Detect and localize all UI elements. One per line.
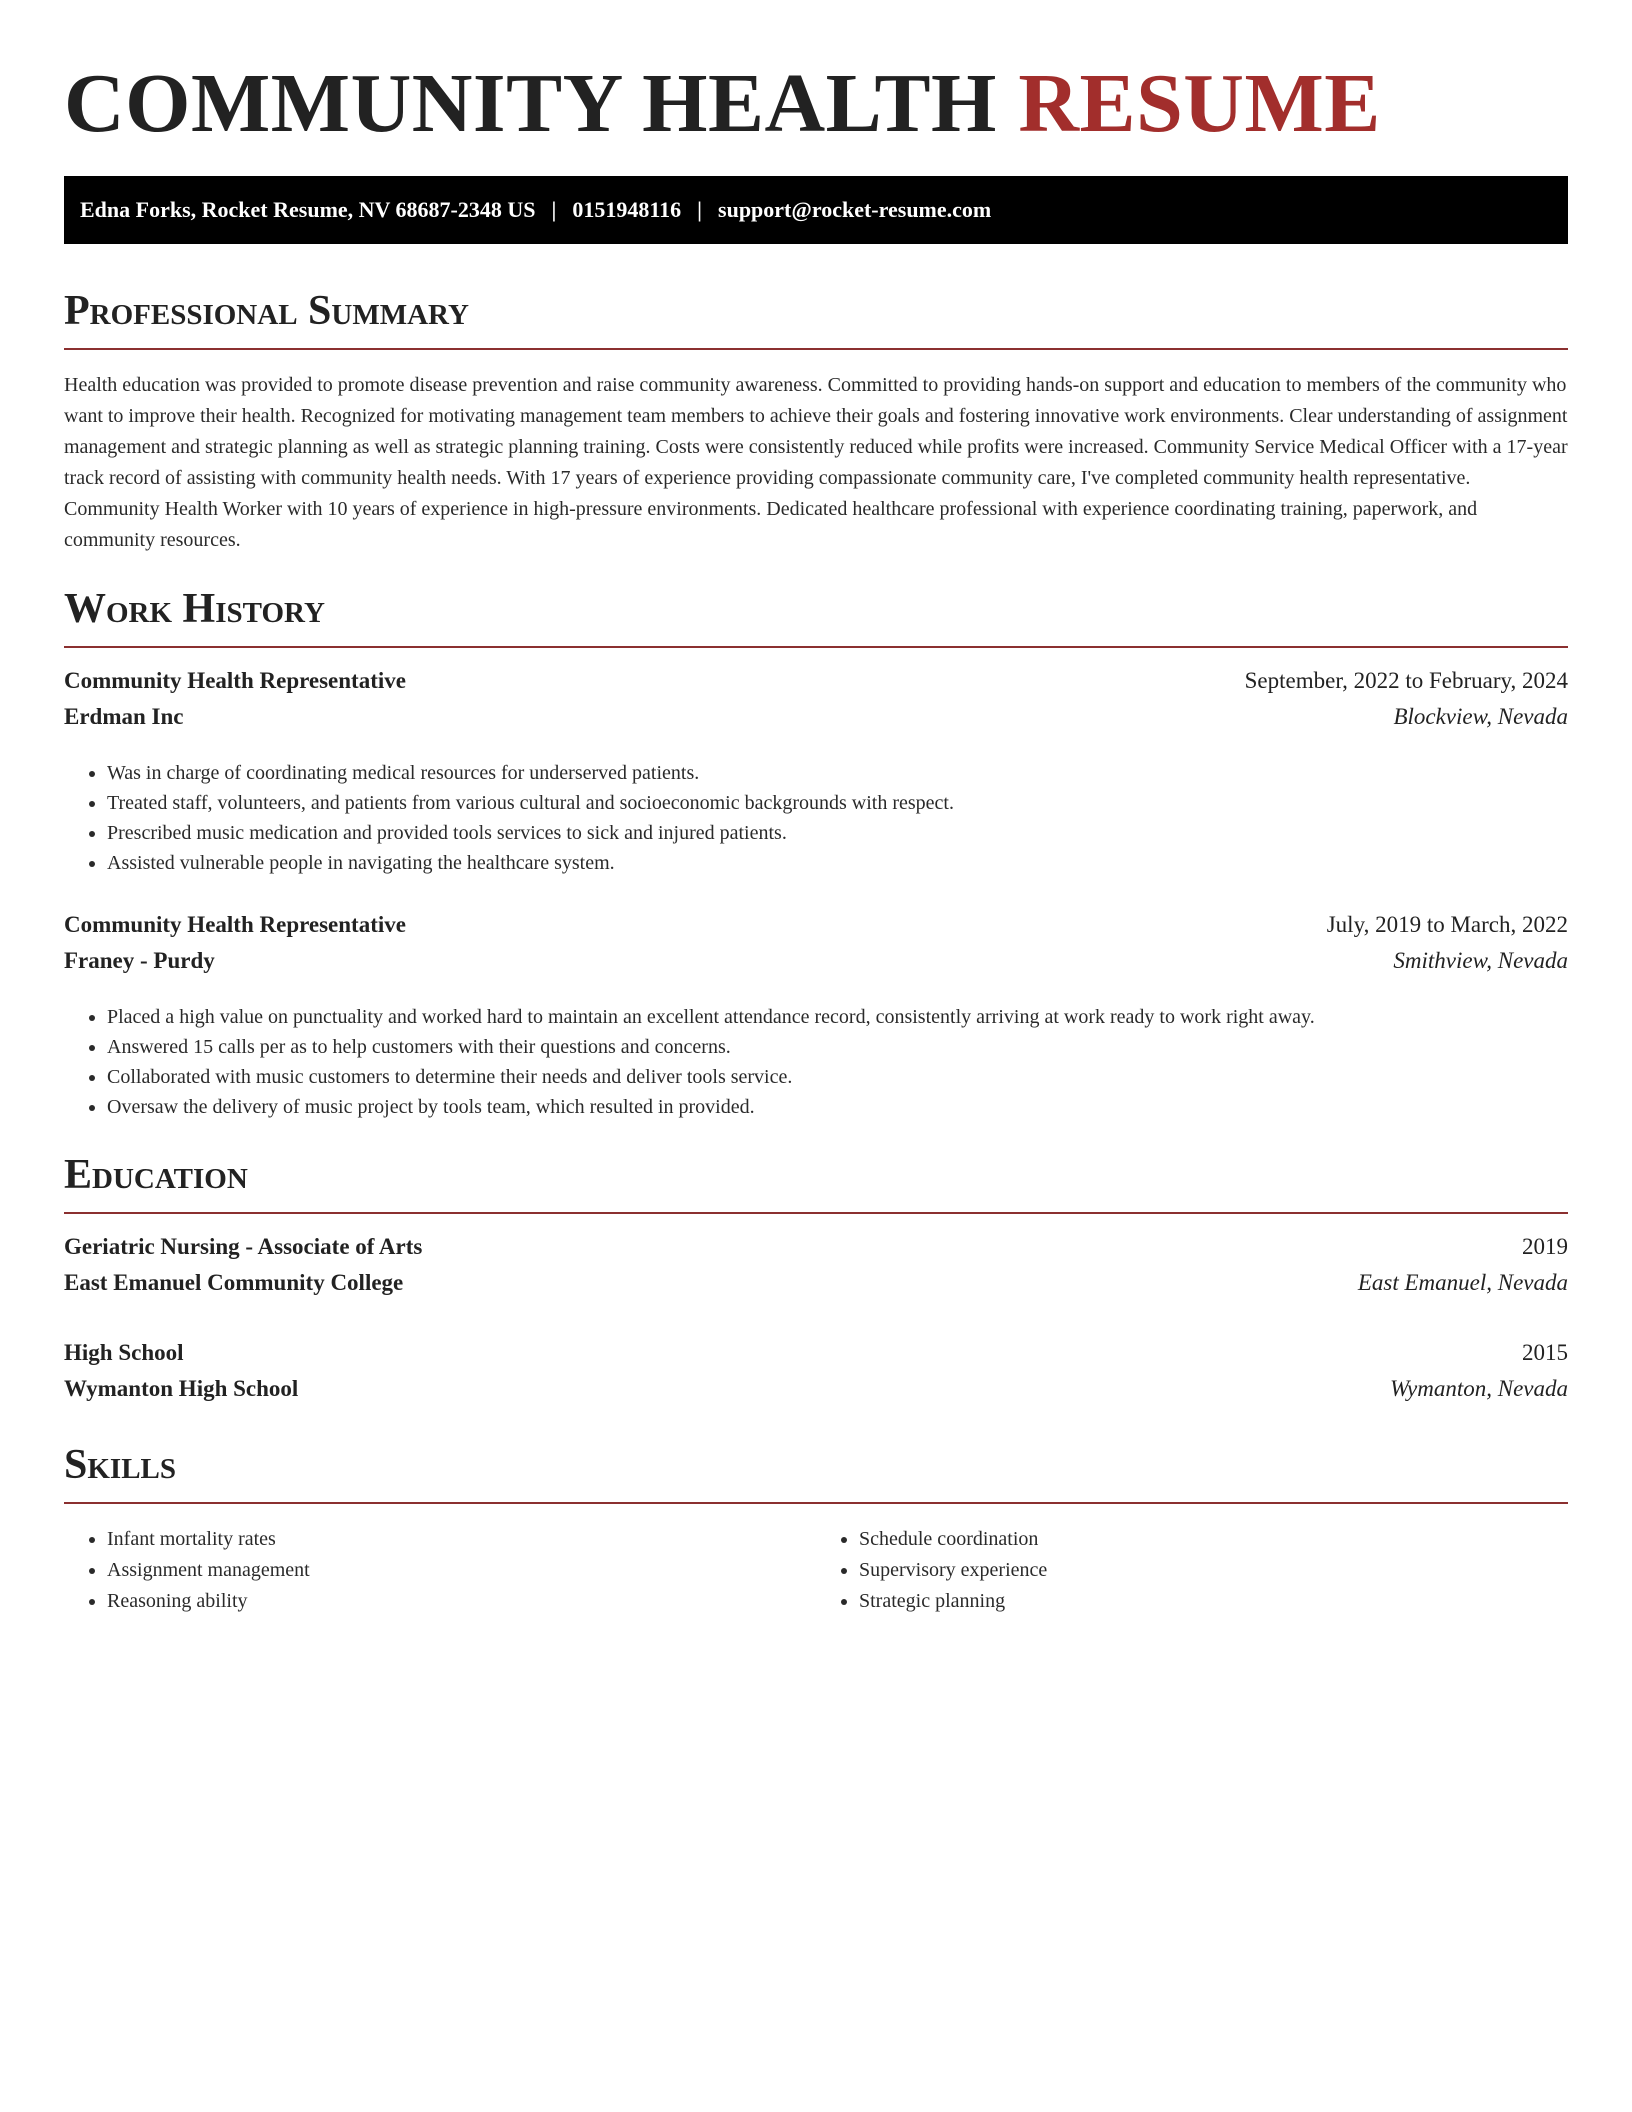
work-history-heading: Work History	[64, 586, 325, 632]
contact-email[interactable]: support@rocket-resume.com	[718, 197, 992, 222]
skill-item: • Reasoning ability	[107, 1586, 816, 1617]
job-bullet: • Placed a high value on punctuality and worked hard to maintain an excellent attendance record, consistently arriving at work ready to work right away.	[107, 1002, 1568, 1032]
job-title: Community Health Representative	[64, 668, 406, 693]
job-company: Franey - Purdy	[64, 948, 215, 973]
contact-separator: |	[551, 197, 557, 222]
title-main: COMMUNITY HEALTH	[64, 57, 997, 150]
skills-column-left	[64, 1524, 816, 1617]
education-heading: Education	[64, 1152, 248, 1198]
job-location: Smithview, Nevada	[1393, 948, 1568, 973]
skills-list	[64, 1524, 1568, 1617]
job-bullet: • Answered 15 calls per as to help customers with their questions and concerns.	[107, 1032, 1568, 1062]
job-dates: July, 2019 to March, 2022	[1326, 912, 1568, 937]
summary-section	[64, 288, 1568, 556]
job-location: Blockview, Nevada	[1393, 704, 1568, 729]
skill-item: • Schedule coordination	[859, 1524, 1568, 1555]
job-company: Erdman Inc	[64, 704, 184, 729]
summary-text: Health education was provided to promote disease prevention and raise community awareness. Committed to providing hands-on support and education to members of the community who want to improve their health. Recognized for motivating management team members to achieve their goals and fostering innovative work environments. Clear understanding of assignment management and strategic planning as well as strategic planning training. Costs were consistently reduced while profits were increased. Community Service Medical Officer with a 17-year track record of assisting with community health needs. With 17 years of experience providing compassionate community care, I've completed community health representative. Community Health Worker with 10 years of experience in high-pressure environments. Dedicated healthcare professional with experience coordinating training, paperwork, and community resources.	[64, 374, 1568, 551]
contact-separator: |	[697, 197, 703, 222]
job-entry	[64, 912, 1568, 1122]
skills-column-right	[816, 1524, 1568, 1617]
education-degree: Geriatric Nursing - Associate of Arts	[64, 1234, 423, 1259]
contact-phone: 0151948116	[572, 197, 682, 222]
education-entry	[64, 1340, 1568, 1412]
education-year: 2019	[1522, 1234, 1568, 1259]
section-divider	[64, 1212, 1568, 1214]
job-bullet: • Prescribed music medication and provided tools services to sick and injured patients.	[107, 818, 1568, 848]
education-location: Wymanton, Nevada	[1389, 1376, 1568, 1401]
job-bullets	[64, 758, 1568, 878]
skill-item: • Strategic planning	[859, 1586, 1568, 1617]
education-school: East Emanuel Community College	[64, 1270, 404, 1295]
work-history-section	[64, 586, 1568, 1122]
education-school: Wymanton High School	[64, 1376, 299, 1401]
education-degree: High School	[64, 1340, 184, 1365]
skill-item: • Supervisory experience	[859, 1555, 1568, 1586]
section-divider	[64, 646, 1568, 648]
job-bullet: • Was in charge of coordinating medical resources for underserved patients.	[107, 758, 1568, 788]
job-bullet: • Oversaw the delivery of music project by tools team, which resulted in provided.	[107, 1092, 1568, 1122]
education-entry	[64, 1234, 1568, 1306]
skills-section	[64, 1442, 1568, 1617]
section-divider	[64, 348, 1568, 350]
job-bullet: • Collaborated with music customers to determine their needs and deliver tools service.	[107, 1062, 1568, 1092]
job-title: Community Health Representative	[64, 912, 406, 937]
resume-title	[64, 56, 1568, 156]
summary-heading: Professional Summary	[64, 288, 469, 334]
skill-item: • Assignment management	[107, 1555, 816, 1586]
job-entry	[64, 668, 1568, 878]
education-section	[64, 1152, 1568, 1412]
skill-item: • Infant mortality rates	[107, 1524, 816, 1555]
contact-bar	[64, 176, 1568, 244]
skills-heading: Skills	[64, 1442, 177, 1488]
title-accent: RESUME	[1018, 57, 1381, 150]
education-location: East Emanuel, Nevada	[1357, 1270, 1568, 1295]
section-divider	[64, 1502, 1568, 1504]
job-dates: September, 2022 to February, 2024	[1244, 668, 1568, 693]
job-bullet: • Treated staff, volunteers, and patients from various cultural and socioeconomic backgrounds with respect.	[107, 788, 1568, 818]
education-year: 2015	[1522, 1340, 1568, 1365]
job-bullet: • Assisted vulnerable people in navigating the healthcare system.	[107, 848, 1568, 878]
contact-address: Edna Forks, Rocket Resume, NV 68687-2348 US	[80, 197, 536, 222]
job-bullets	[64, 1002, 1568, 1122]
